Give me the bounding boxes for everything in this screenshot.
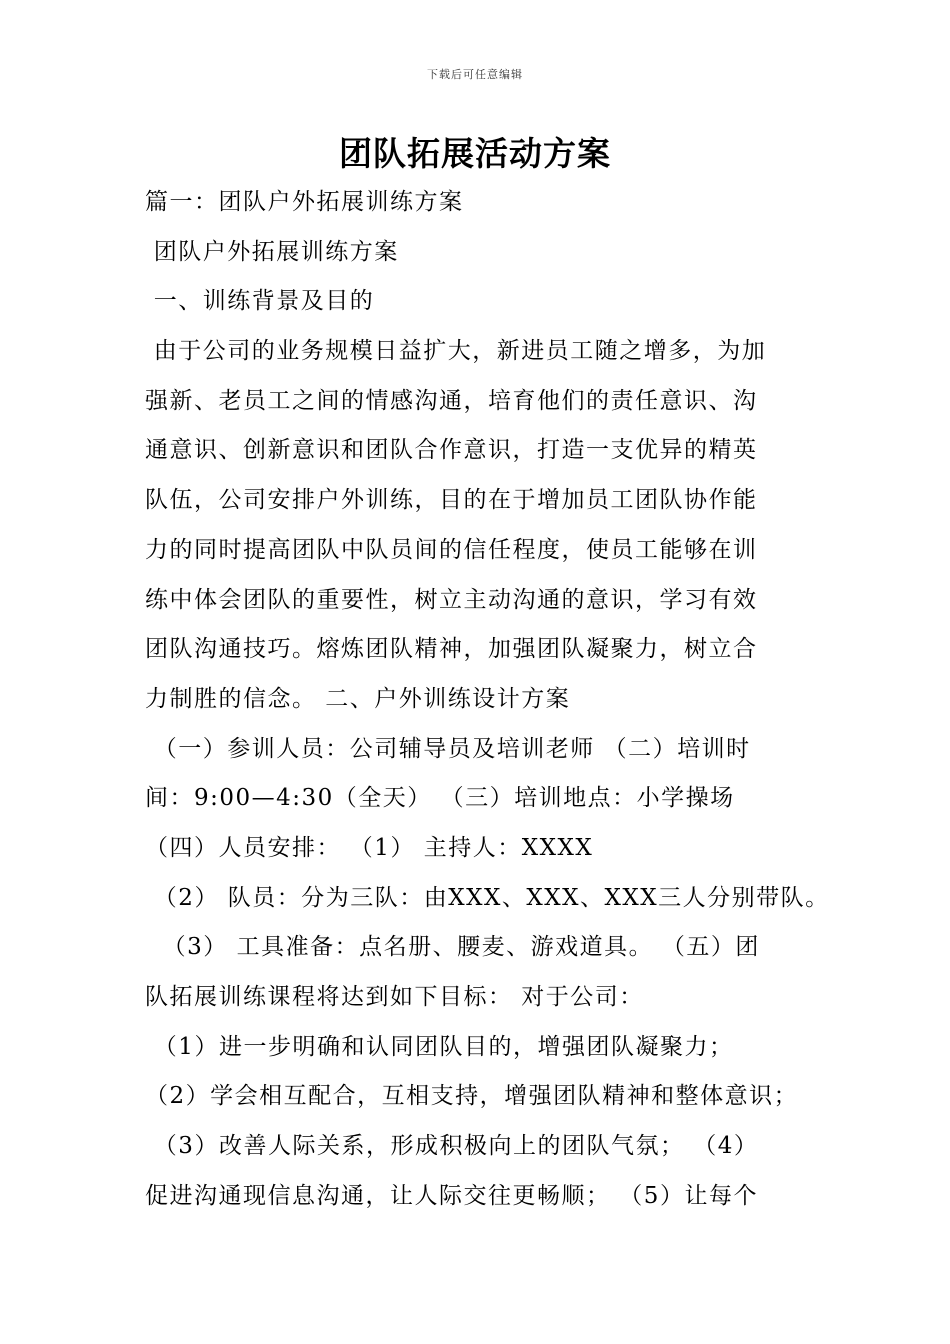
text-line: 一、训练背景及目的 xyxy=(145,288,375,315)
text-line: 促进沟通现信息沟通，让人际交往更畅顺； （5）让每个 xyxy=(145,1182,758,1209)
document-body xyxy=(145,178,830,1221)
text-line: 力制胜的信念。 二、户外训练设计方案 xyxy=(145,685,571,712)
text-line: （2） 队员：分为三队：由XXX、XXX、XXX三人分别带队。 xyxy=(145,884,830,911)
text-line: 队拓展训练课程将达到如下目标： 对于公司： xyxy=(145,984,644,1010)
text-line: 间：9:00—4:30（全天） （三）培训地点：小学操场 xyxy=(145,785,735,812)
text-line: （2）学会相互配合，互相支持，增强团队精神和整体意识； xyxy=(145,1083,799,1110)
text-line: 由于公司的业务规模日益扩大，新进员工随之增多，为加 xyxy=(145,338,767,365)
text-line: 强新、老员工之间的情感沟通，培育他们的责任意识、沟 xyxy=(145,387,758,414)
text-line: （四）人员安排： （1） 主持人：XXXX xyxy=(145,834,594,861)
text-line: 团队户外拓展训练方案 xyxy=(145,238,399,265)
text-line: 练中体会团队的重要性，树立主动沟通的意识，学习有效 xyxy=(145,586,758,613)
text-line: 通意识、创新意识和团队合作意识，打造一支优异的精英 xyxy=(145,437,758,464)
header-note: 下载后可任意编辑 xyxy=(427,68,523,81)
text-line: 团队沟通技巧。熔炼团队精神，加强团队凝聚力，树立合 xyxy=(145,636,758,663)
text-line: 队伍，公司安排户外训练，目的在于增加员工团队协作能 xyxy=(145,487,758,514)
text-line: （一）参训人员：公司辅导员及培训老师 （二）培训时 xyxy=(145,735,751,762)
text-line: （1）进一步明确和认同团队目的，增强团队凝聚力； xyxy=(145,1033,734,1060)
document-title: 团队拓展活动方案 xyxy=(339,134,611,173)
text-line: 篇一：团队户外拓展训练方案 xyxy=(145,189,464,215)
text-line: （3）改善人际关系，形成积极向上的团队气氛； （4） xyxy=(145,1133,759,1160)
text-line: （3） 工具准备：点名册、腰麦、游戏道具。 （五）团 xyxy=(145,934,760,961)
text-line: 力的同时提高团队中队员间的信任程度，使员工能够在训 xyxy=(145,536,758,563)
